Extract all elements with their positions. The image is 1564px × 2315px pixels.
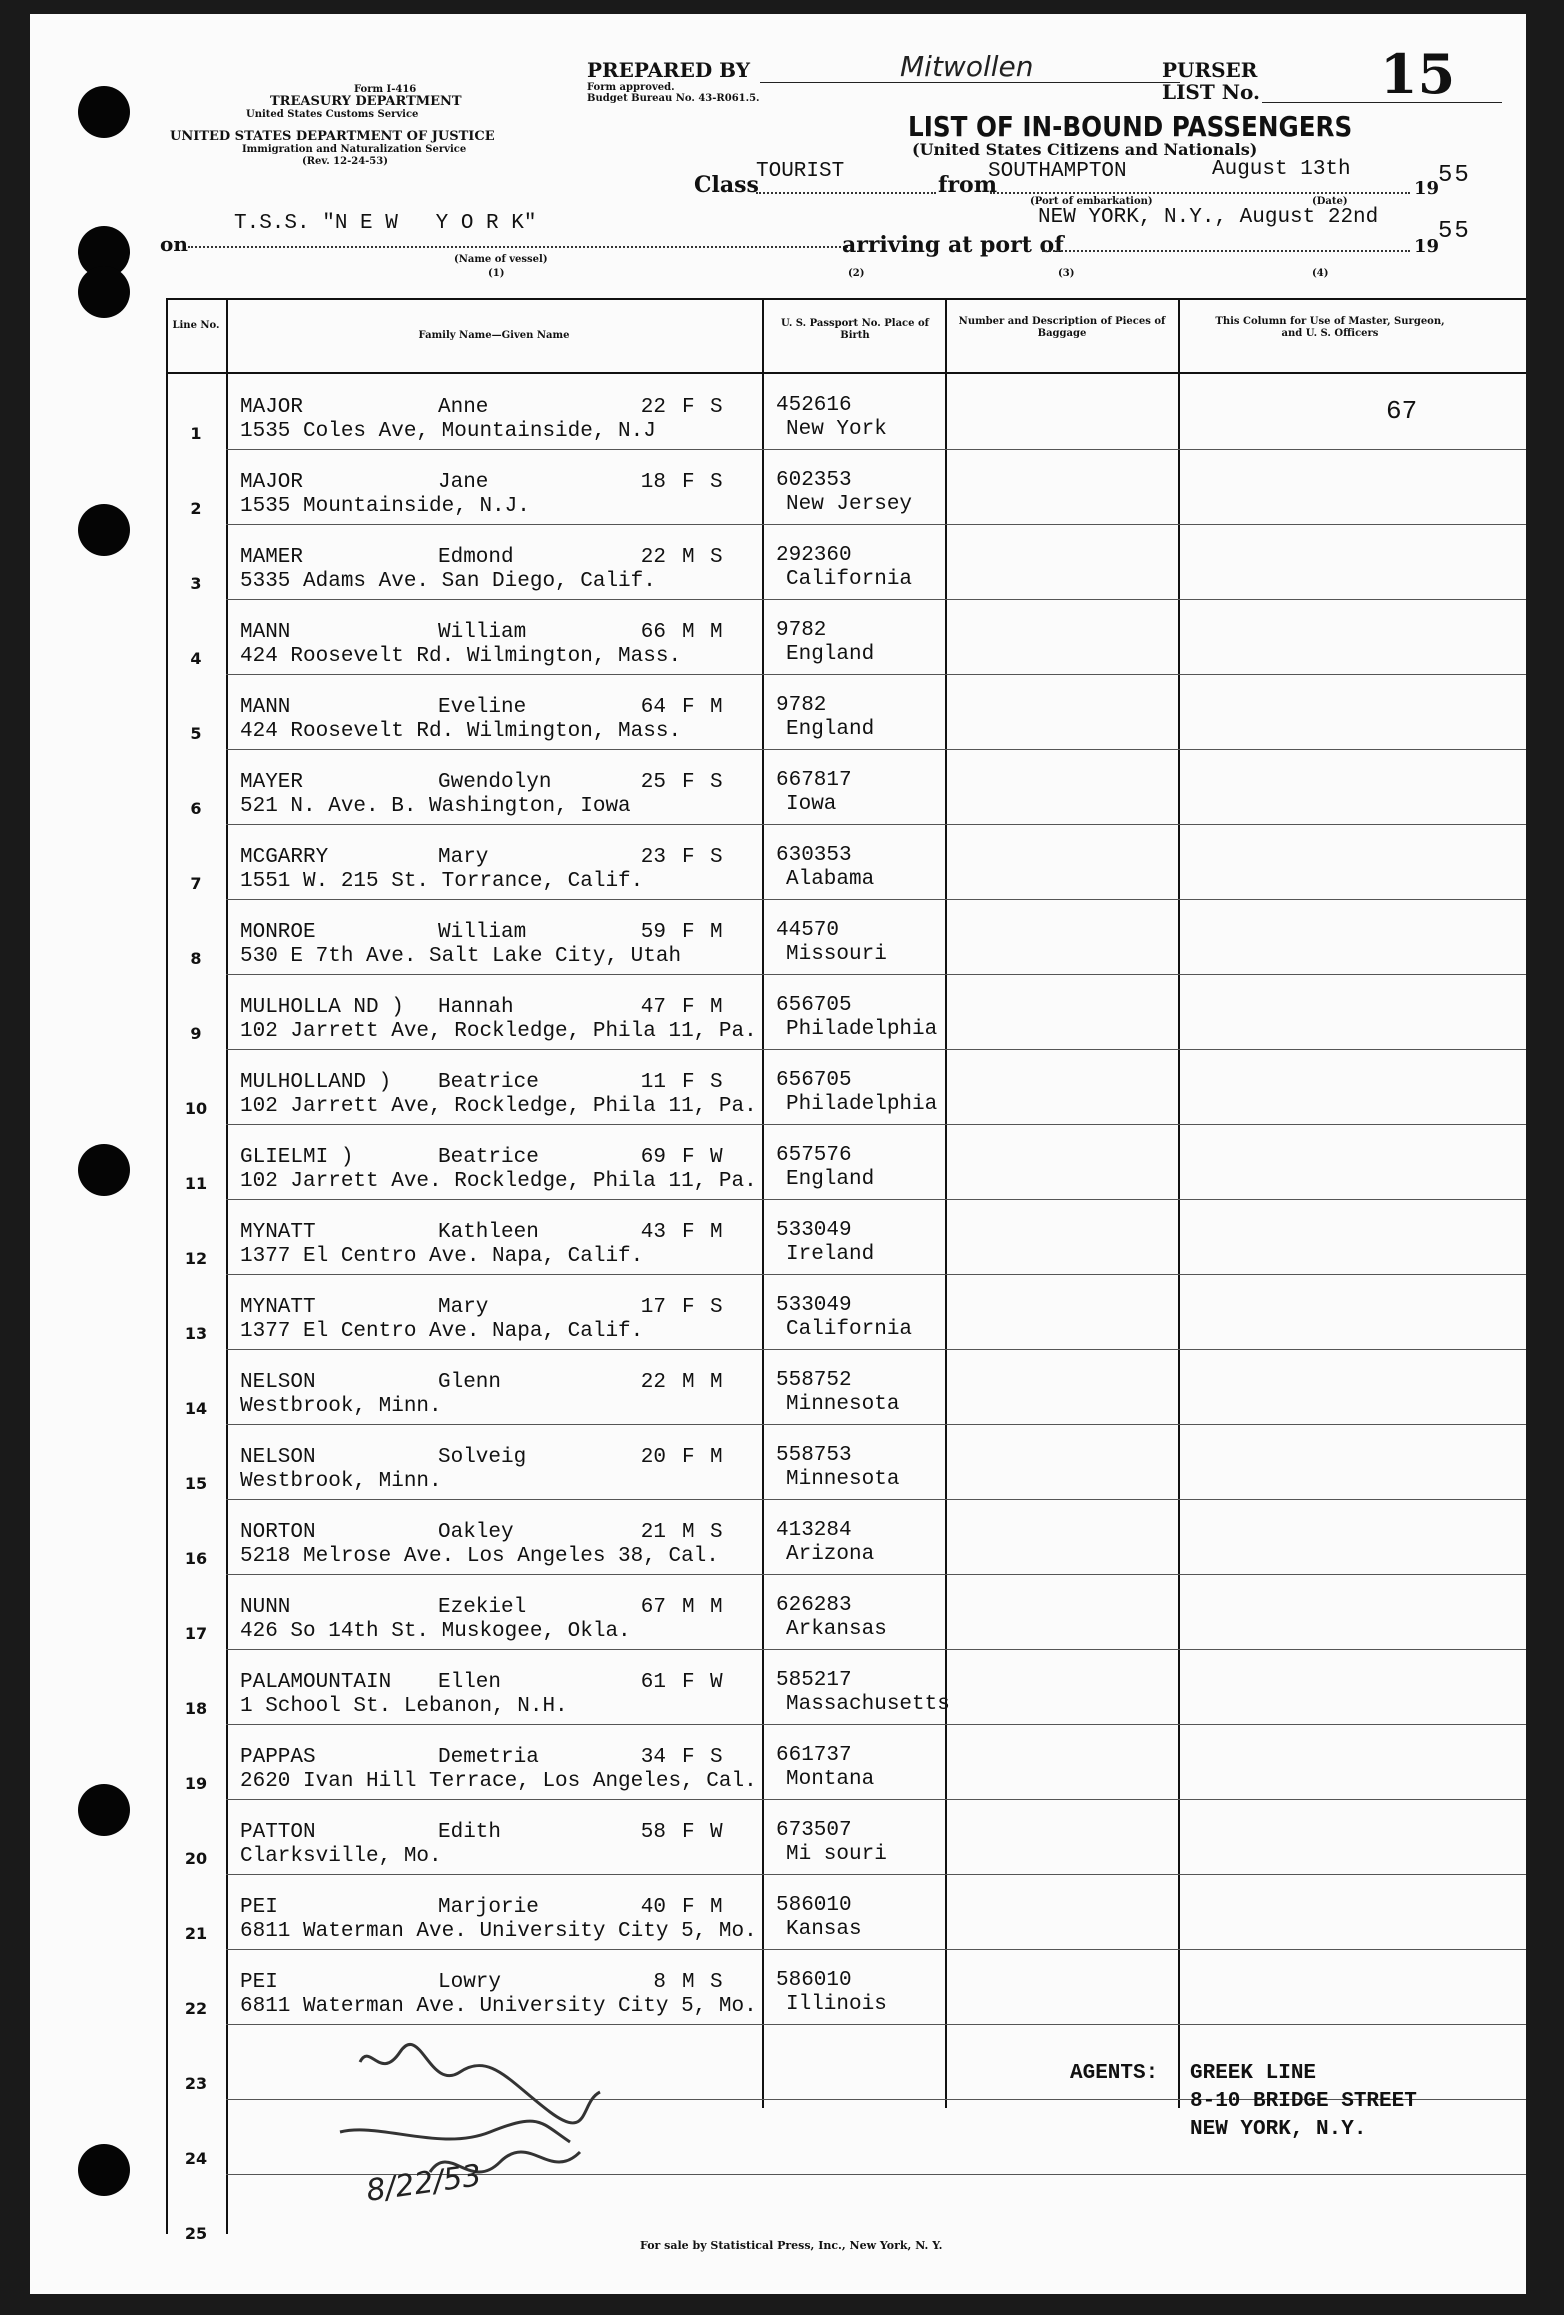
budget-bureau: Budget Bureau No. 43-R061.5. [587,93,760,104]
home-address: 1 School St. Lebanon, N.H. [240,1695,568,1718]
row-separator [226,1199,1526,1200]
passport-number: 44570 [776,919,840,942]
passport-number: 558753 [776,1444,852,1467]
home-address: 102 Jarrett Ave, Rockledge, Phila 11, Pa. [240,1095,757,1118]
home-address: 102 Jarrett Ave. Rockledge, Phila 11, Pa. [240,1170,757,1193]
row-separator [226,1649,1526,1650]
line-number: 3 [190,574,202,593]
row-separator [226,824,1526,825]
row-separator [226,1049,1526,1050]
family-name: MAYER [240,771,304,794]
class-line [756,192,936,194]
list-no-line [1262,102,1502,103]
line-number: 2 [190,499,202,518]
marital-status: M [710,621,723,644]
row-separator [226,899,1526,900]
list-no-label: LIST No. [1162,80,1260,104]
given-name: Gwendolyn [438,771,552,794]
place-of-birth: Arkansas [786,1618,887,1641]
passport-number: 558752 [776,1369,852,1392]
home-address: Clarksville, Mo. [240,1845,442,1868]
place-of-birth: England [786,1168,875,1191]
sex: F [682,696,695,719]
given-name: Beatrice [438,1146,539,1169]
line-number: 11 [184,1174,208,1193]
family-name: PEI [240,1971,278,1994]
year-suffix: 55 [1438,162,1471,189]
marital-status: S [710,1971,723,1994]
age: 67 [640,1596,666,1619]
passport-number: 586010 [776,1969,852,1992]
passport-number: 656705 [776,994,852,1017]
given-name: Hannah [438,996,514,1019]
header-line-no: Line No. [172,320,220,331]
passport-number: 602353 [776,469,852,492]
place-of-birth: Alabama [786,868,875,891]
passport-number: 585217 [776,1669,852,1692]
prepared-by-signature: Mitwollen [900,50,1034,83]
marital-status: W [710,1671,723,1694]
sex: F [682,1446,695,1469]
row-separator [226,974,1526,975]
sex: M [682,546,695,569]
home-address: 1377 El Centro Ave. Napa, Calif. [240,1320,644,1343]
place-of-birth: Ireland [786,1243,875,1266]
row-separator [226,1274,1526,1275]
place-of-birth: Arizona [786,1543,875,1566]
sex: F [682,846,695,869]
row-separator [226,1499,1526,1500]
document-subtitle: (United States Citizens and Nationals) [912,140,1258,159]
given-name: Ezekiel [438,1596,527,1619]
row-separator [226,1424,1526,1425]
binder-hole [78,1144,130,1196]
date-label: (Date) [1312,196,1348,207]
age: 22 [640,396,666,419]
age: 17 [640,1296,666,1319]
signature-date: 8/22/53 [364,2158,484,2209]
sex: F [682,1746,695,1769]
sex: F [682,1296,695,1319]
place-of-birth: Minnesota [786,1468,900,1491]
vessel-label: (Name of vessel) [454,254,548,265]
arrival-port-date: NEW YORK, N.Y., August 22nd [1038,206,1379,229]
form-number: Form I-416 [354,84,417,95]
sex: M [682,1971,695,1994]
place-of-birth: New York [786,418,887,441]
table-top-border [166,298,1526,300]
home-address: Westbrook, Minn. [240,1395,442,1418]
header-name: Family Name—Given Name [418,330,570,341]
row-separator [226,1949,1526,1950]
doj-title: UNITED STATES DEPARTMENT OF JUSTICE [170,129,495,144]
family-name: MYNATT [240,1221,316,1244]
line-number: 20 [184,1849,208,1868]
manifest-page [30,14,1526,2294]
given-name: Marjorie [438,1896,539,1919]
age: 43 [640,1221,666,1244]
col-num-2: (2) [848,268,865,279]
place-of-birth: Mi souri [786,1843,887,1866]
marital-status: M [710,1221,723,1244]
passport-number: 9782 [776,694,827,717]
home-address: 521 N. Ave. B. Washington, Iowa [240,795,631,818]
customs-service: United States Customs Service [246,109,419,120]
age: 34 [640,1746,666,1769]
marital-status: W [710,1146,723,1169]
family-name: NELSON [240,1371,316,1394]
vessel-line [188,246,848,248]
given-name: William [438,921,527,944]
sex: M [682,621,695,644]
home-address: 426 So 14th St. Muskogee, Okla. [240,1620,631,1643]
home-address: Westbrook, Minn. [240,1470,442,1493]
family-name: NUNN [240,1596,291,1619]
marital-status: S [710,471,723,494]
given-name: Edith [438,1821,502,1844]
age: 22 [640,546,666,569]
home-address: 6811 Waterman Ave. University City 5, Mo. [240,1995,757,2018]
passport-number: 626283 [776,1594,852,1617]
purser-label: PURSER [1162,58,1258,82]
row-separator [226,1724,1526,1725]
header-officers: This Column for Use of Master, Surgeon, and U. S. Officers [1215,316,1445,339]
document-title: LIST OF IN-BOUND PASSENGERS [908,110,1353,143]
year-prefix: 19 [1414,178,1440,199]
arriving-label: arriving at port of [842,232,1064,258]
agents-line-3: NEW YORK, N.Y. [1190,2118,1367,2141]
place-of-birth: Minnesota [786,1393,900,1416]
marital-status: S [710,846,723,869]
age: 40 [640,1896,666,1919]
age: 23 [640,846,666,869]
age: 18 [640,471,666,494]
from-value: SOUTHAMPTON [988,160,1127,183]
sex: M [682,1596,695,1619]
place-of-birth: Massachusetts [786,1693,950,1716]
home-address: 5218 Melrose Ave. Los Angeles 38, Cal. [240,1545,719,1568]
ins-service: Immigration and Naturalization Service [242,144,467,155]
line-number: 4 [190,649,202,668]
line-number: 7 [190,874,202,893]
table-header-border [166,372,1526,374]
age: 20 [640,1446,666,1469]
place-of-birth: Kansas [786,1918,862,1941]
place-of-birth: England [786,718,875,741]
row-separator [226,674,1526,675]
binder-hole [78,86,130,138]
age: 59 [640,921,666,944]
given-name: William [438,621,527,644]
place-of-birth: New Jersey [786,493,913,516]
line-number: 18 [184,1699,208,1718]
sex: F [682,1221,695,1244]
family-name: MANN [240,696,291,719]
prepared-by-label: PREPARED BY [587,58,751,82]
line-number: 19 [184,1774,208,1793]
given-name: Lowry [438,1971,502,1994]
family-name: MULHOLLAND ) [240,1071,392,1094]
form-approved: Form approved. [587,82,675,93]
home-address: 1377 El Centro Ave. Napa, Calif. [240,1245,644,1268]
row-separator [226,449,1526,450]
passport-number: 656705 [776,1069,852,1092]
place-of-birth: Missouri [786,943,887,966]
line-number: 24 [184,2149,208,2168]
passport-number: 673507 [776,1819,852,1842]
col-divider-line-no [166,298,168,2234]
list-number: 15 [1380,42,1456,106]
family-name: MANN [240,621,291,644]
from-label: from [938,172,998,198]
passport-number: 667817 [776,769,852,792]
line-number: 6 [190,799,202,818]
year-suffix-2: 55 [1438,218,1471,245]
given-name: Kathleen [438,1221,539,1244]
home-address: 530 E 7th Ave. Salt Lake City, Utah [240,945,682,968]
age: 58 [640,1821,666,1844]
age: 8 [653,1971,666,1994]
place-of-birth: Philadelphia [786,1093,938,1116]
age: 69 [640,1146,666,1169]
line-number: 5 [190,724,202,743]
col-num-3: (3) [1058,268,1075,279]
sex: F [682,1071,695,1094]
passport-number: 413284 [776,1519,852,1542]
place-of-birth: England [786,643,875,666]
marital-status: M [710,1371,723,1394]
port-embarkation-label: (Port of embarkation) [1030,196,1153,207]
passport-number: 292360 [776,544,852,567]
sex: F [682,396,695,419]
given-name: Eveline [438,696,527,719]
sex: F [682,1671,695,1694]
class-label: Class [694,172,759,198]
family-name: MAJOR [240,396,304,419]
home-address: 5335 Adams Ave. San Diego, Calif. [240,570,656,593]
passport-number: 630353 [776,844,852,867]
row-separator [226,1349,1526,1350]
sex: F [682,1821,695,1844]
given-name: Mary [438,1296,489,1319]
age: 22 [640,1371,666,1394]
row-separator [226,1799,1526,1800]
age: 21 [640,1521,666,1544]
family-name: PATTON [240,1821,316,1844]
family-name: PALAMOUNTAIN [240,1671,392,1694]
given-name: Edmond [438,546,514,569]
home-address: 2620 Ivan Hill Terrace, Los Angeles, Cal. [240,1770,757,1793]
family-name: NORTON [240,1521,316,1544]
binder-hole [78,2144,130,2196]
sex: F [682,771,695,794]
given-name: Jane [438,471,489,494]
line-number: 10 [184,1099,208,1118]
binder-hole [78,504,130,556]
sex: F [682,1896,695,1919]
col-divider-name [226,298,228,2234]
marital-status: M [710,996,723,1019]
home-address: 102 Jarrett Ave, Rockledge, Phila 11, Pa. [240,1020,757,1043]
class-value: TOURIST [756,160,845,183]
sex: M [682,1371,695,1394]
header-passport: U. S. Passport No. Place of Birth [781,318,929,341]
marital-status: M [710,921,723,944]
header-baggage: Number and Description of Pieces of Baggage [958,316,1166,339]
passport-number: 533049 [776,1294,852,1317]
passport-number: 657576 [776,1144,852,1167]
row-separator [226,599,1526,600]
family-name: GLIELMI ) [240,1146,354,1169]
vessel-name: T.S.S. "N E W Y O R K" [234,212,537,235]
family-name: MYNATT [240,1296,316,1319]
family-name: MONROE [240,921,316,944]
line-number: 8 [190,949,202,968]
line-number: 9 [190,1024,202,1043]
marital-status: S [710,771,723,794]
from-line [990,192,1410,194]
officer-note: 67 [1386,396,1418,426]
passport-number: 586010 [776,1894,852,1917]
line-number: 16 [184,1549,208,1568]
binder-hole [78,266,130,318]
row-separator [226,1124,1526,1125]
given-name: Solveig [438,1446,527,1469]
col-num-1: (1) [488,268,505,279]
col-divider-passport [762,298,764,2108]
row-separator [226,749,1526,750]
home-address: 1535 Coles Ave, Mountainside, N.J [240,420,656,443]
given-name: Mary [438,846,489,869]
given-name: Anne [438,396,489,419]
given-name: Oakley [438,1521,514,1544]
place-of-birth: California [786,1318,913,1341]
marital-status: S [710,1521,723,1544]
row-separator [226,524,1526,525]
passport-number: 661737 [776,1744,852,1767]
age: 66 [640,621,666,644]
revision-date: (Rev. 12-24-53) [302,156,388,167]
home-address: 6811 Waterman Ave. University City 5, Mo. [240,1920,757,1943]
age: 61 [640,1671,666,1694]
age: 25 [640,771,666,794]
sex: F [682,996,695,1019]
family-name: MULHOLLA ND ) [240,996,404,1019]
place-of-birth: California [786,568,913,591]
line-number: 25 [184,2224,208,2243]
place-of-birth: Philadelphia [786,1018,938,1041]
row-separator [226,1874,1526,1875]
sex: M [682,1521,695,1544]
place-of-birth: Iowa [786,793,837,816]
arrival-line [1042,250,1410,252]
given-name: Ellen [438,1671,502,1694]
family-name: PAPPAS [240,1746,316,1769]
line-number: 23 [184,2074,208,2093]
family-name: MAJOR [240,471,304,494]
home-address: 424 Roosevelt Rd. Wilmington, Mass. [240,645,682,668]
marital-status: M [710,1596,723,1619]
place-of-birth: Montana [786,1768,875,1791]
passport-number: 9782 [776,619,827,642]
line-number: 21 [184,1924,208,1943]
given-name: Beatrice [438,1071,539,1094]
passport-number: 533049 [776,1219,852,1242]
line-number: 12 [184,1249,208,1268]
marital-status: M [710,1896,723,1919]
marital-status: M [710,1446,723,1469]
agents-line-1: GREEK LINE [1190,2062,1317,2085]
marital-status: S [710,546,723,569]
on-label: on [160,232,188,256]
line-number: 13 [184,1324,208,1343]
agents-label: AGENTS: [1070,2062,1159,2085]
place-of-birth: Illinois [786,1993,887,2016]
home-address: 1551 W. 215 St. Torrance, Calif. [240,870,644,893]
marital-status: S [710,1296,723,1319]
binder-hole [78,1784,130,1836]
marital-status: S [710,1071,723,1094]
age: 11 [640,1071,666,1094]
marital-status: S [710,396,723,419]
departure-date: August 13th [1212,158,1351,181]
line-number: 1 [190,424,202,443]
age: 47 [640,996,666,1019]
year-prefix-2: 19 [1414,236,1440,257]
given-name: Demetria [438,1746,539,1769]
col-divider-baggage [945,298,947,2108]
family-name: MCGARRY [240,846,329,869]
marital-status: S [710,1746,723,1769]
marital-status: W [710,1821,723,1844]
marital-status: M [710,696,723,719]
family-name: MAMER [240,546,304,569]
home-address: 424 Roosevelt Rd. Wilmington, Mass. [240,720,682,743]
family-name: NELSON [240,1446,316,1469]
agents-line-2: 8-10 BRIDGE STREET [1190,2090,1417,2113]
row-separator [226,1574,1526,1575]
sex: F [682,471,695,494]
line-number: 17 [184,1624,208,1643]
family-name: PEI [240,1896,278,1919]
line-number: 15 [184,1474,208,1493]
prepared-by-line [760,82,1180,83]
sex: F [682,921,695,944]
line-number: 14 [184,1399,208,1418]
col-divider-officers [1178,298,1180,2108]
home-address: 1535 Mountainside, N.J. [240,495,530,518]
treasury-department: TREASURY DEPARTMENT [270,94,462,109]
given-name: Glenn [438,1371,502,1394]
sex: F [682,1146,695,1169]
col-num-4: (4) [1312,268,1329,279]
age: 64 [640,696,666,719]
line-number: 22 [184,1999,208,2018]
printer-footer: For sale by Statistical Press, Inc., New York, N. Y. [640,2239,943,2252]
passport-number: 452616 [776,394,852,417]
